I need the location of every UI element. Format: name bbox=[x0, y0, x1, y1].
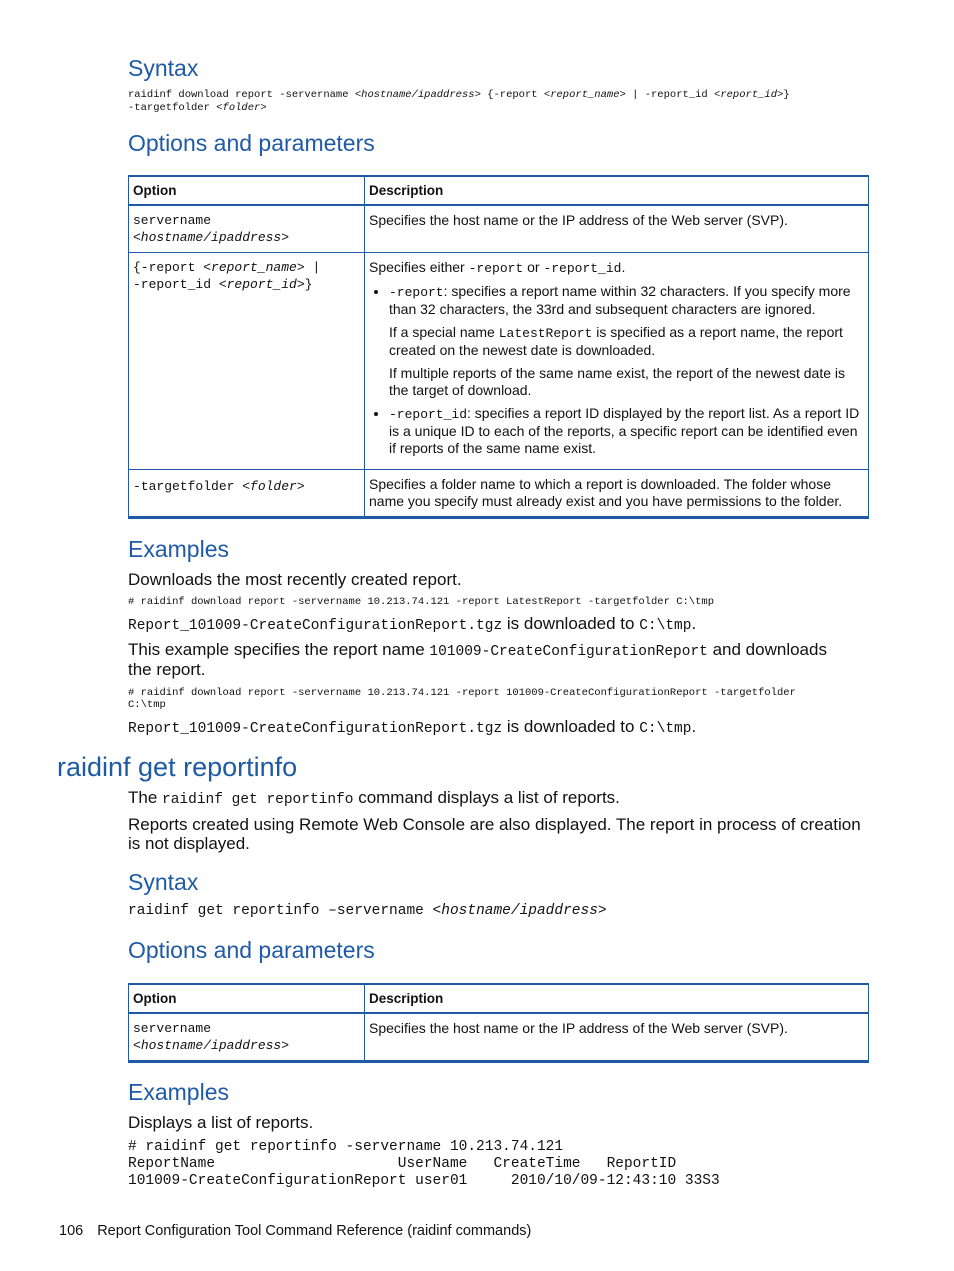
list-item: • -report: specifies a report name within 32 characters. If you specify more than 32 characters, the 33rd and subsequent characters are ignored. If a special name LatestReport is specified as a report name, the report created on the newest date is downloaded. If multiple reports of the same name exist, the report of the newest date is the target of download. bbox=[389, 283, 864, 399]
column-header-option: Option bbox=[129, 176, 365, 205]
example-output-line: 101009-CreateConfigurationReport user01 2010/10/09-12:43:10 33S3 bbox=[128, 1173, 720, 1189]
table-header-row bbox=[129, 984, 869, 1013]
page-number: 106 bbox=[59, 1223, 84, 1239]
syntax-line: raidinf get reportinfo –servername <hostname/ipaddress> bbox=[128, 903, 607, 919]
options-heading: Options and parameters bbox=[128, 130, 375, 156]
table-row bbox=[129, 1013, 869, 1062]
page-footer bbox=[59, 1223, 531, 1239]
section-title: raidinf get reportinfo bbox=[57, 752, 298, 782]
example-output-line: ReportName UserName CreateTime ReportID bbox=[128, 1156, 677, 1172]
options-table bbox=[128, 175, 869, 519]
option-cell: -targetfolder <folder> bbox=[129, 470, 365, 518]
example-output-line: # raidinf get reportinfo -servername 10.213.74.121 bbox=[128, 1139, 564, 1155]
column-header-description: Description bbox=[365, 984, 869, 1013]
example-description: Displays a list of reports. bbox=[128, 1113, 314, 1132]
description-cell: Specifies a folder name to which a report is downloaded. The folder whose name you specify must already exist and you have permissions to the folder. bbox=[365, 470, 869, 518]
example-command-cont: C:\tmp bbox=[128, 699, 166, 711]
syntax-line-1: raidinf download report -servername <hostname/ipaddress> {-report <report_name> | -report_id <report_id>} bbox=[128, 89, 790, 101]
example-command: # raidinf download report -servername 10.213.74.121 -report 101009-CreateConfigurationReport -targetfolder bbox=[128, 687, 796, 699]
example-result: Report_101009-CreateConfigurationReport.tgz is downloaded to C:\tmp. bbox=[128, 614, 697, 634]
option-cell: servername <hostname/ipaddress> bbox=[129, 1013, 365, 1062]
description-cell: Specifies the host name or the IP address of the Web server (SVP). bbox=[365, 1013, 869, 1062]
table-row bbox=[129, 205, 869, 253]
option-cell: {-report <report_name> | -report_id <report_id>} bbox=[129, 253, 365, 470]
table-row bbox=[129, 253, 869, 470]
intro-text-2-cont: is not displayed. bbox=[128, 834, 250, 853]
footer-title: Report Configuration Tool Command Reference (raidinf commands) bbox=[97, 1223, 532, 1239]
syntax-heading: Syntax bbox=[128, 55, 199, 81]
description-cell: Specifies the host name or the IP address of the Web server (SVP). bbox=[365, 205, 869, 253]
example-description-cont: the report. bbox=[128, 660, 206, 679]
table-header-row bbox=[129, 176, 869, 205]
example-description: This example specifies the report name 101009-CreateConfigurationReport and downloads bbox=[128, 640, 827, 660]
options-heading: Options and parameters bbox=[128, 937, 375, 963]
column-header-option: Option bbox=[129, 984, 365, 1013]
example-description: Downloads the most recently created report. bbox=[128, 570, 462, 589]
syntax-line-2: -targetfolder <folder> bbox=[128, 102, 267, 114]
options-table bbox=[128, 983, 869, 1063]
column-header-description: Description bbox=[365, 176, 869, 205]
description-cell: Specifies either -report or -report_id. • -report: specifies a report name within 32 characters. If you specify more than 32 characters, the 33rd and subsequent characters are ignored. If a special name LatestReport is specified as a report name, the report created on the newest date is downloaded. If multiple reports of the same name exist, the report of the newest date is the target of download. • -report_id: specifies a report ID displayed by the report list. As a report ID is a unique ID to each of the reports, a specific report can be identified even if reports of the same name exist. bbox=[365, 253, 869, 470]
example-result: Report_101009-CreateConfigurationReport.tgz is downloaded to C:\tmp. bbox=[128, 717, 697, 737]
syntax-heading: Syntax bbox=[128, 869, 199, 895]
option-cell: servername <hostname/ipaddress> bbox=[129, 205, 365, 253]
intro-text: The raidinf get reportinfo command displays a list of reports. bbox=[128, 788, 620, 808]
bullet-list bbox=[369, 283, 864, 457]
example-command: # raidinf download report -servername 10.213.74.121 -report LatestReport -targetfolder C:\tmp bbox=[128, 596, 714, 608]
examples-heading: Examples bbox=[128, 536, 229, 562]
examples-heading: Examples bbox=[128, 1079, 229, 1105]
list-item: • -report_id: specifies a report ID displayed by the report list. As a report ID is a unique ID to each of the reports, a specific report can be identified even if reports of the same name exist. bbox=[389, 405, 864, 457]
intro-text-2: Reports created using Remote Web Console are also displayed. The report in process of creation bbox=[128, 815, 861, 834]
table-row bbox=[129, 470, 869, 518]
